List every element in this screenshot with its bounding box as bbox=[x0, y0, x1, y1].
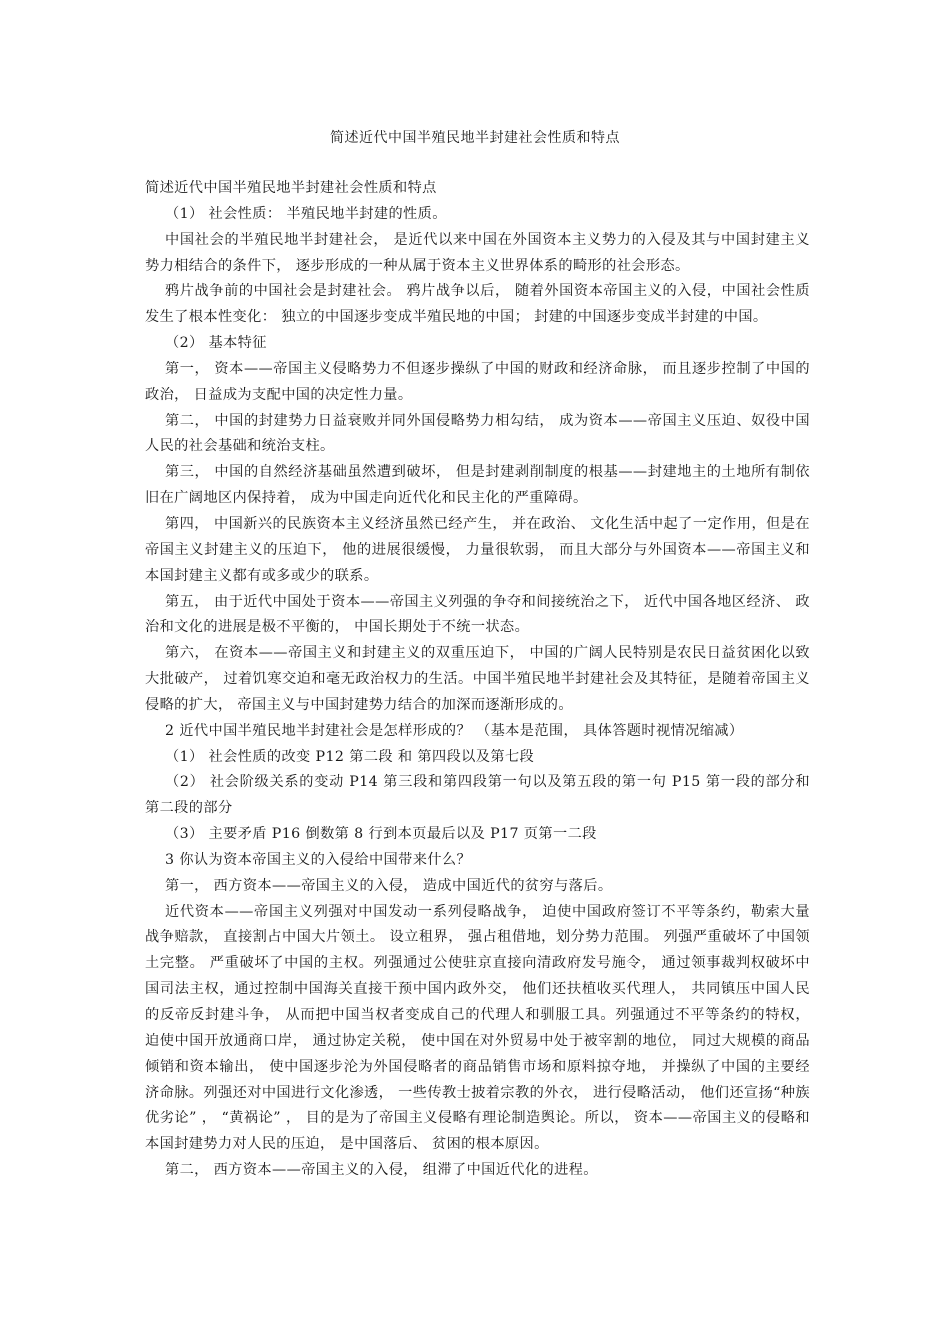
paragraph-feature-5: 第五， 由于近代中国处于资本——帝国主义列强的争夺和间接统治之下， 近代中国各地区经济、 政治和文化的进展是极不平衡的， 中国长期处于不统一状态。 bbox=[145, 593, 810, 636]
paragraph-q3-point-1: 第一， 西方资本——帝国主义的入侵， 造成中国近代的贫穷与落后。 bbox=[165, 877, 613, 894]
paragraph-q3-point-2: 第二， 西方资本——帝国主义的入侵， 组滞了中国近代化的进程。 bbox=[165, 1162, 598, 1179]
paragraph-feature-4: 第四， 中国新兴的民族资本主义经济虽然已经产生， 并在政治、 文化生活中起了一定作用，但是在帝国主义封建主义的压迫下， 他的进展很缓慢， 力量很软弱， 而且大部分与外国资本——帝国主义和本国封建主义都有或多或少的联系。 bbox=[145, 515, 810, 584]
paragraph-q2-item-2: （2） 社会阶级关系的变动 P14 第三段和第四段第一句以及第五段的第一句 P15 第一段的部分和第二段的部分 bbox=[145, 774, 810, 817]
paragraph-nature-desc: 中国社会的半殖民地半封建社会， 是近代以来中国在外国资本主义势力的入侵及其与中国封建主义势力相结合的条件下， 逐步形成的一种从属于资本主义世界体系的畸形的社会形态。 bbox=[145, 231, 810, 274]
paragraph-feature-6: 第六， 在资本——帝国主义和封建主义的双重压迫下， 中国的广阔人民特别是农民日益贫困化以致大批破产， 过着饥寒交迫和毫无政治权力的生活。中国半殖民地半封建社会及其特征，是随着帝国主义侵略的扩大， 帝国主义与中国封建势力结合的加深而逐渐形成的。 bbox=[145, 645, 810, 713]
paragraph-q3-point-1-detail: 近代资本——帝国主义列强对中国发动一系列侵略战争， 迫使中国政府签订不平等条约，勒索大量战争赔款， 直接割占中国大片领土。 设立租界， 强占租借地，划分势力范围。 列强严重破坏了中国领土完整。 严重破坏了中国的主权。列强通过公使驻京直接向清政府发号施令， 通过领事裁判权破坏中国司法主权，通过控制中国海关直接干预中国内政外交， 他们还扶植收买代理人， 共同镇压中国人民的反帝反封建斗争， 从而把中国当权者变成自己的代理人和驯服工具。列强通过不平等条约的特权， 迫使中国开放通商口岸， 通过协定关税， 使中国在对外贸易中处于被宰割的地位， 同过大规模的商品倾销和资本输出， 使中国逐步沦为外国侵略者的商品销售市场和原料掠夺地， 并操纵了中国的主要经济命脉。列强还对中国进行文化渗透， 一些传教士披着宗教的外衣， 进行侵略活动， 他们还宣扬“种族优劣论” ， “黄祸论” ， 目的是为了帝国主义侵略有理论制造舆论。所以， 资本——帝国主义的侵略和本国封建势力对人民的压迫， 是中国落后、 贫困的根本原因。 bbox=[145, 903, 810, 1153]
paragraph-question-3: 3 你认为资本帝国主义的入侵给中国带来什么？ bbox=[165, 851, 472, 868]
paragraph-nature-label: （1） 社会性质： 半殖民地半封建的性质。 bbox=[165, 205, 447, 222]
paragraph-feature-2: 第二， 中国的封建势力日益衰败并同外国侵略势力相勾结， 成为资本——帝国主义压迫、奴役中国人民的社会基础和统治支柱。 bbox=[145, 412, 810, 455]
paragraph-features-label: （2） 基本特征 bbox=[165, 335, 267, 352]
paragraph-feature-1: 第一， 资本——帝国主义侵略势力不但逐步操纵了中国的财政和经济命脉， 而且逐步控制了中国的政治， 日益成为支配中国的决定性力量。 bbox=[145, 360, 810, 403]
paragraph-q2-item-1: （1） 社会性质的改变 P12 第二段 和 第四段以及第七段 bbox=[165, 748, 535, 765]
paragraph-opium-war: 鸦片战争前的中国社会是封建社会。 鸦片战争以后， 随着外国资本帝国主义的入侵，中国社会性质发生了根本性变化： 独立的中国逐步变成半殖民地的中国； 封建的中国逐步变成半封建的中国。 bbox=[145, 283, 810, 326]
paragraph-heading: 简述近代中国半殖民地半封建社会性质和特点 bbox=[145, 180, 437, 196]
document-body bbox=[145, 176, 810, 1184]
paragraph-q2-item-3: （3） 主要矛盾 P16 倒数第 8 行到本页最后以及 P17 页第一二段 bbox=[165, 826, 597, 843]
paragraph-question-2: 2 近代中国半殖民地半封建社会是怎样形成的？ （基本是范围， 具体答题时视情况缩减） bbox=[165, 722, 744, 739]
paragraph-feature-3: 第三， 中国的自然经济基础虽然遭到破坏， 但是封建剥削制度的根基——封建地主的土地所有制依旧在广阔地区内保持着， 成为中国走向近代化和民主化的严重障碍。 bbox=[145, 464, 810, 507]
document-title: 简述近代中国半殖民地半封建社会性质和特点 bbox=[330, 130, 620, 146]
